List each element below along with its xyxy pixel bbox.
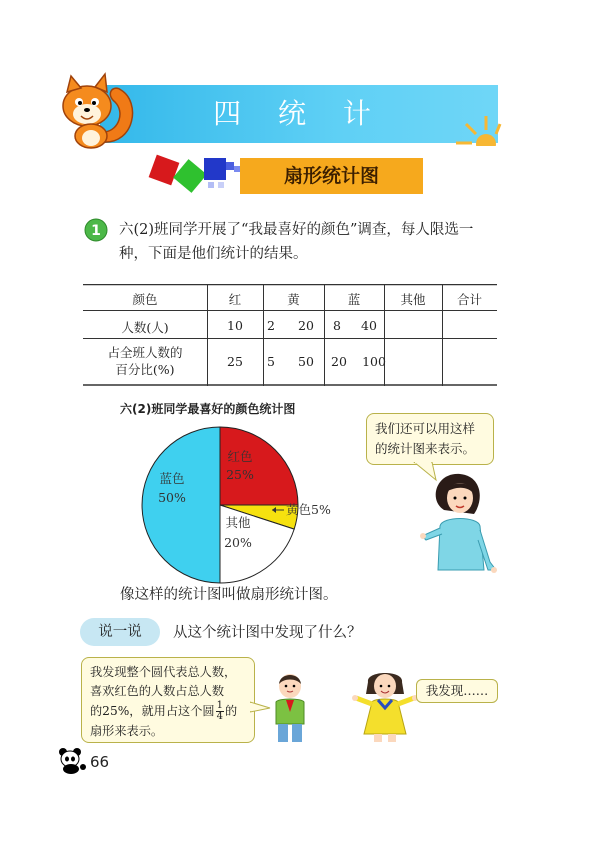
label-other-name: 其他: [225, 515, 251, 530]
label-other-percent: 20%: [224, 535, 252, 550]
chart-title: 六(2)班同学最喜好的颜色统计图: [120, 402, 296, 416]
row-count-label: 人数(人): [121, 320, 169, 335]
percent-red: 25: [227, 354, 243, 369]
problem-text: 六(2)班同学开展了“我最喜好的颜色”调查，每人限选一种，下面是他们统计的结果。: [119, 222, 474, 262]
problem-number-badge: [84, 218, 108, 242]
label-red-name: 红色: [227, 449, 253, 464]
fraction-numerator: 1: [216, 700, 223, 711]
girl-speech-bubble: 我发现……: [416, 679, 498, 703]
header-total: 合计: [456, 292, 482, 307]
percent-yellow-b: 50: [298, 354, 314, 369]
row-percent-label-line2: 百分比(%): [115, 362, 175, 377]
squirrel-mascot-icon: [55, 72, 140, 152]
boy-illustration-icon: [268, 672, 312, 744]
boy-bubble-line1: 我发现整个圆代表总人数，: [90, 665, 237, 679]
count-yellow-a: 2: [267, 318, 275, 333]
boy-bubble-line4: 扇形来表示。: [90, 724, 164, 738]
row-percent-label-line1: 占全班人数的: [107, 345, 183, 360]
count-blue-b: 40: [361, 318, 377, 333]
row-percent-label: [83, 344, 207, 378]
boy-bubble-line2: 喜欢红色的人数占总人数: [90, 684, 225, 698]
boy-bubble-line3-post: 的: [224, 704, 238, 718]
girl-illustration-icon: [352, 668, 418, 744]
boy-bubble-line3-pre: 的25%，就用占这个圆: [90, 704, 215, 718]
label-red-percent: 25%: [226, 467, 254, 482]
color-cubes-icon: [148, 152, 244, 196]
survey-table: [83, 284, 497, 386]
teacher-speech-bubble: 我们还可以用这样的统计图来表示。: [366, 413, 494, 465]
boy-speech-bubble: [81, 657, 255, 743]
count-red: 10: [227, 318, 243, 333]
pie-slice-3: [142, 427, 220, 583]
yellow-label-callout: [270, 497, 340, 521]
chapter-title: 四 统 计: [213, 97, 385, 130]
percent-blue-a: 20: [331, 354, 347, 369]
fraction-denominator: 4: [216, 711, 223, 722]
header-other: 其他: [400, 292, 426, 307]
fraction-one-quarter: [216, 701, 224, 722]
label-yellow: 黄色5%: [286, 502, 331, 517]
percent-yellow-a: 5: [267, 354, 275, 369]
header-blue: 蓝: [347, 292, 361, 307]
count-yellow-b: 20: [298, 318, 314, 333]
discuss-badge: 说一说: [80, 618, 160, 646]
percent-blue-b: 100: [362, 354, 386, 369]
svg-text:1: 1: [91, 223, 101, 239]
header-color: 颜色: [132, 292, 158, 307]
header-yellow: 黄: [287, 292, 300, 307]
page-number: 66: [90, 753, 110, 771]
boy-bubble-line3: [90, 701, 246, 722]
count-blue-a: 8: [333, 318, 341, 333]
label-blue-percent: 50%: [158, 490, 186, 505]
chart-caption: 像这样的统计图叫做扇形统计图。: [120, 587, 338, 603]
pie-slice-0: [220, 427, 298, 505]
section-title: 扇形统计图: [240, 158, 423, 194]
panda-icon: [57, 747, 87, 775]
header-red: 红: [228, 292, 242, 307]
teacher-illustration-icon: [418, 470, 503, 575]
label-blue-name: 蓝色: [159, 471, 185, 486]
discuss-question: 从这个统计图中发现了什么？: [173, 625, 362, 641]
